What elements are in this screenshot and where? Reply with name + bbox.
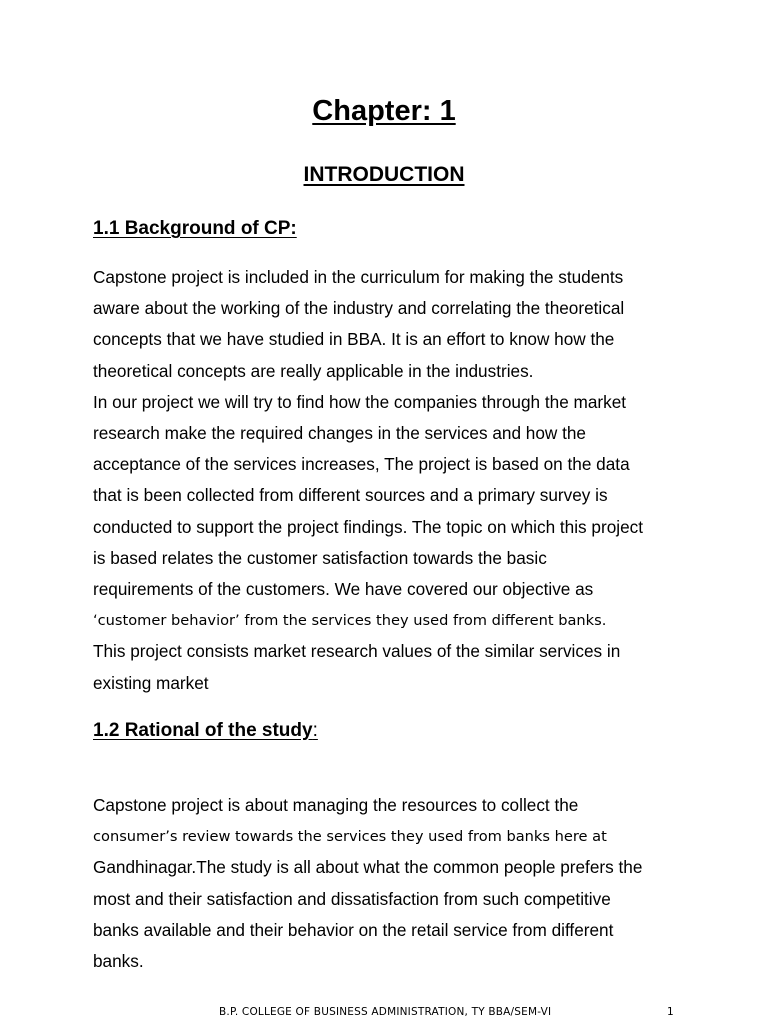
paragraph-line: requirements of the customers. We have covered our objective as xyxy=(93,579,594,600)
paragraph-line: that is been collected from different sources and a primary survey is xyxy=(93,485,608,506)
paragraph-line: theoretical concepts are really applicable in the industries. xyxy=(93,360,534,381)
section-heading-background xyxy=(93,216,297,242)
paragraph-line: banks available and their behavior on the retail service from different xyxy=(93,919,614,940)
paragraph-line-emphasis: ‘customer behavior’ from the services they used from different banks. xyxy=(93,612,607,630)
paragraph-line: existing market xyxy=(93,672,209,693)
rational-paragraph xyxy=(93,790,683,977)
page-footer: B.P. COLLEGE OF BUSINESS ADMINISTRATION, TY BBA/SEM-VI xyxy=(219,1006,552,1018)
paragraph-line: conducted to support the project findings. The topic on which this project xyxy=(93,516,644,537)
paragraph-line: concepts that we have studied in BBA. It is an effort to know how the xyxy=(93,329,615,350)
paragraph-line: Capstone project is about managing the resources to collect the xyxy=(93,795,579,815)
paragraph-line: Capstone project is included in the curriculum for making the students xyxy=(93,267,624,287)
paragraph-line: This project consists market research values of the similar services in xyxy=(93,641,621,662)
paragraph-line: most and their satisfaction and dissatisfaction from such competitive xyxy=(93,888,611,909)
section-heading-text: 1.1 Background of CP: xyxy=(93,218,297,239)
chapter-subtitle: INTRODUCTION xyxy=(303,163,465,186)
paragraph-line: Gandhinagar.The study is all about what the common people prefers the xyxy=(93,857,643,878)
section-heading-colon: : xyxy=(312,720,318,741)
section-heading-text: 1.2 Rational of the study xyxy=(93,720,313,741)
section-heading-rational xyxy=(93,718,318,744)
paragraph-line-emphasis: consumer’s review towards the services they used from banks here at xyxy=(93,828,607,846)
paragraph-line: research make the required changes in the services and how the xyxy=(93,423,586,444)
chapter-title: Chapter: 1 xyxy=(312,95,456,127)
paragraph-line: In our project we will try to find how the companies through the market xyxy=(93,391,627,412)
paragraph-line: banks. xyxy=(93,951,144,972)
page-number: 1 xyxy=(667,1006,674,1018)
paragraph-line: is based relates the customer satisfaction towards the basic xyxy=(93,547,547,568)
background-paragraph xyxy=(93,262,683,699)
paragraph-line: acceptance of the services increases, The project is based on the data xyxy=(93,454,630,475)
paragraph-line: aware about the working of the industry and correlating the theoretical xyxy=(93,298,625,319)
